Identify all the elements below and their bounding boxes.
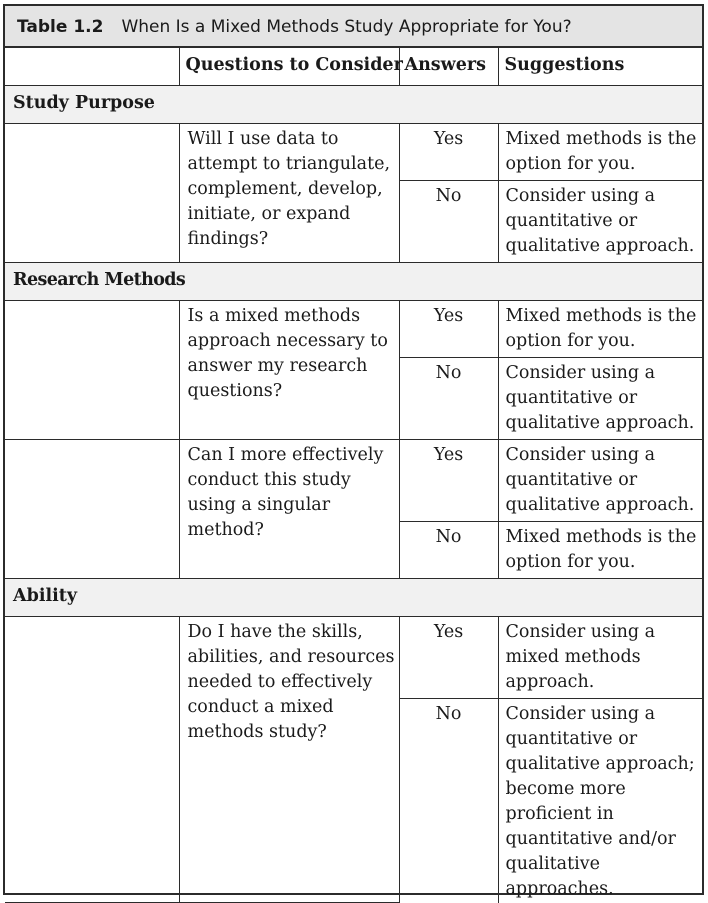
blank-cell [5, 617, 179, 903]
question-cell: Do I have the skills, abilities, and resources needed to effectively conduct a mixed methods study? [179, 617, 399, 903]
section-row-ability [5, 579, 702, 617]
table-row [5, 440, 702, 522]
header-row [5, 48, 702, 86]
answer-cell: No [399, 522, 498, 579]
table-title: When Is a Mixed Methods Study Appropriate for You? [121, 17, 572, 37]
section-title: Study Purpose [5, 86, 702, 124]
answer-cell: Yes [399, 124, 498, 181]
suggestion-cell: Mixed methods is the option for you. [498, 301, 702, 358]
decision-table [5, 48, 702, 903]
suggestion-cell: Consider using a quantitative or qualitative approach. [498, 358, 702, 440]
blank-cell [5, 124, 179, 263]
suggestion-cell: Consider using a quantitative or qualitative approach. [498, 181, 702, 263]
blank-cell [5, 301, 179, 440]
suggestion-cell: Consider using a quantitative or qualitative approach; become more proficient in quantitative and/or qualitative approaches. [498, 699, 702, 903]
table-frame [3, 4, 704, 899]
table-number: Table 1.2 [17, 17, 104, 37]
section-title: Ability [5, 579, 702, 617]
answer-cell: No [399, 699, 498, 903]
answer-cell: No [399, 181, 498, 263]
header-questions: Questions to Consider [179, 48, 399, 86]
section-row-study-purpose [5, 86, 702, 124]
answer-cell: Yes [399, 440, 498, 522]
answer-cell: Yes [399, 617, 498, 699]
table-caption [5, 6, 702, 48]
header-blank-cell [5, 48, 179, 86]
answer-cell: Yes [399, 301, 498, 358]
table-row [5, 617, 702, 699]
question-cell: Can I more effectively conduct this study using a singular method? [179, 440, 399, 579]
section-title: Research Methods [5, 263, 702, 301]
section-row-research-methods [5, 263, 702, 301]
header-answers: Answers [399, 48, 498, 86]
question-cell: Is a mixed methods approach necessary to answer my research questions? [179, 301, 399, 440]
suggestion-cell: Mixed methods is the option for you. [498, 124, 702, 181]
suggestion-cell: Consider using a mixed methods approach. [498, 617, 702, 699]
question-cell: Will I use data to attempt to triangulate, complement, develop, initiate, or expand findings? [179, 124, 399, 263]
table-row [5, 301, 702, 358]
answer-cell: No [399, 358, 498, 440]
blank-cell [5, 440, 179, 579]
suggestion-cell: Consider using a quantitative or qualitative approach. [498, 440, 702, 522]
table-row [5, 124, 702, 181]
header-suggestions: Suggestions [498, 48, 702, 86]
suggestion-cell: Mixed methods is the option for you. [498, 522, 702, 579]
